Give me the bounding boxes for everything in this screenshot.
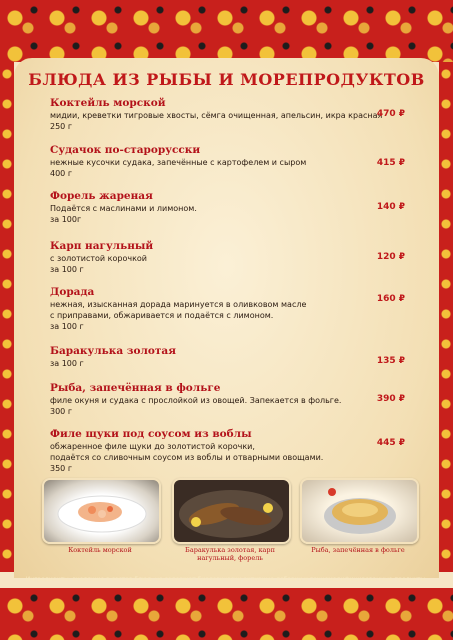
item-name: Филе щуки под соусом из воблы xyxy=(50,428,252,440)
item-weight: 300 г xyxy=(50,407,73,416)
item-description: обжаренное филе щуки до золотистой корочки, xyxy=(50,442,255,451)
item-price: 120 ₽ xyxy=(376,252,405,262)
item-description: филе окуня и судака с прослойкой из овощей. Запекается в фольге. xyxy=(50,396,342,405)
photo-caption: Баракулька золотая, карп нагульный, форель xyxy=(185,546,275,562)
item-description: с приправами, обжаривается и подаётся с лимоном. xyxy=(50,311,274,320)
menu-item xyxy=(50,97,410,144)
item-price: 140 ₽ xyxy=(376,202,405,212)
item-name: Форель жареная xyxy=(50,190,153,202)
item-name: Рыба, запечённая в фольге xyxy=(50,382,221,394)
item-price: 415 ₽ xyxy=(376,158,405,168)
ornament-bottom-border xyxy=(0,588,453,640)
item-description: нежная, изысканная дорада маринуется в оливковом масле xyxy=(50,300,307,309)
item-description: мидии, креветки тигровые хвосты, сёмга очищенная, апельсин, икра красная xyxy=(50,111,383,120)
item-weight: 350 г xyxy=(50,464,73,473)
baked-fish-foil-photo xyxy=(300,478,419,544)
photo-caption: Коктейль морской xyxy=(68,546,132,554)
item-description: с золотистой корочкой xyxy=(50,254,148,263)
ornament-top-border xyxy=(0,0,453,62)
menu-item xyxy=(50,240,410,286)
item-name: Карп нагульный xyxy=(50,240,154,252)
menu-item xyxy=(50,190,410,240)
dish-illustration xyxy=(44,480,159,542)
menu-item xyxy=(50,428,410,484)
dish-illustration xyxy=(174,480,289,542)
photo-strip xyxy=(0,478,453,562)
page-title: БЛЮДА ИЗ РЫБЫ И МОРЕПРОДУКТОВ xyxy=(28,70,425,89)
menu-item xyxy=(50,286,410,345)
item-price: 135 ₽ xyxy=(376,356,405,366)
item-price: 445 ₽ xyxy=(376,438,405,448)
item-price: 160 ₽ xyxy=(376,294,405,304)
item-name: Коктейль морской xyxy=(50,97,166,109)
footer-note: Ингредиенты, входящие в состав блюд, не содержат биологически активные добавки и генномодифицированные продукты. xyxy=(25,576,428,583)
menu-item xyxy=(50,382,410,428)
item-name: Баракулька золотая xyxy=(50,345,176,357)
item-name: Судачок по-старорусски xyxy=(50,144,201,156)
dish-illustration xyxy=(302,480,417,542)
grilled-fish-photo xyxy=(172,478,291,544)
item-description: нежные кусочки судака, запечённые с картофелем и сыром xyxy=(50,158,307,167)
item-weight: за 100 г xyxy=(50,359,84,368)
menu-item xyxy=(50,144,410,190)
item-description: подаётся со сливочным соусом из воблы и отварными овощами. xyxy=(50,453,324,462)
seafood-cocktail-photo xyxy=(42,478,161,544)
menu-item-list xyxy=(50,97,410,484)
item-description: Подаётся с маслинами и лимоном. xyxy=(50,204,197,213)
item-price: 470 ₽ xyxy=(376,109,405,119)
item-weight: за 100г xyxy=(50,215,82,224)
item-price: 390 ₽ xyxy=(376,394,405,404)
item-weight: 400 г xyxy=(50,169,73,178)
item-name: Дорада xyxy=(50,286,95,298)
item-weight: за 100 г xyxy=(50,322,84,331)
item-weight: 250 г xyxy=(50,122,73,131)
menu-item xyxy=(50,345,410,382)
item-weight: за 100 г xyxy=(50,265,84,274)
photo-caption: Рыба, запечённая в фольге xyxy=(311,546,405,554)
